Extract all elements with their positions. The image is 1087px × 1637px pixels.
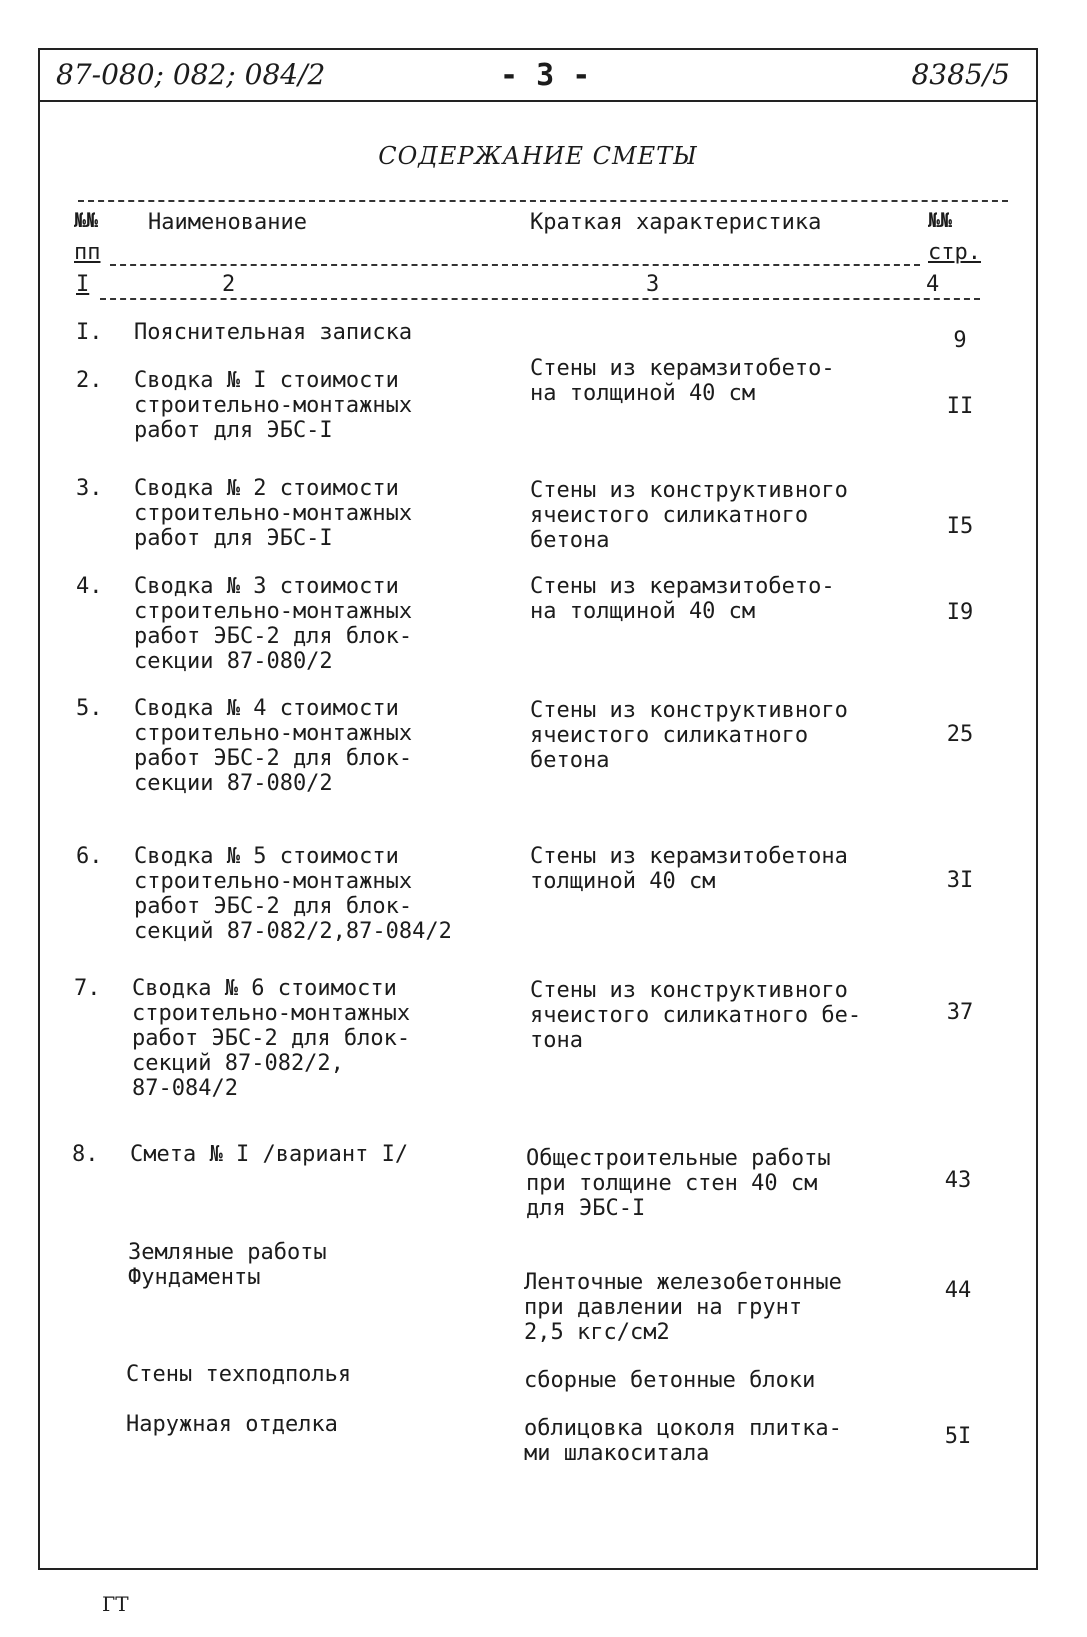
- row-desc: Стены из керамзитобето- на толщиной 40 см: [530, 356, 835, 406]
- col-page-index: 4: [926, 272, 940, 297]
- row-name: Сводка № I стоимости строительно-монтажных работ для ЭБС-I: [134, 368, 413, 443]
- row-number: 6.: [76, 844, 103, 869]
- row-page: II: [946, 394, 974, 419]
- col-num-index: I: [76, 272, 90, 297]
- row-page: 25: [946, 722, 974, 747]
- row-desc: Общестроительные работы при толщине стен 40 см для ЭБС-I: [526, 1146, 831, 1221]
- row-desc: Стены из конструктивного ячеистого силикатного бе- тона: [530, 978, 862, 1053]
- row-desc: Стены из керамзитобетона толщиной 40 см: [530, 844, 848, 894]
- row-number: 7.: [74, 976, 101, 1001]
- row-desc: сборные бетонные блоки: [524, 1368, 816, 1393]
- row-name: Сводка № 3 стоимости строительно-монтажных работ ЭБС-2 для блок- секции 87-080/2: [134, 574, 413, 674]
- col-num-label-2: пп: [74, 240, 101, 265]
- document-code-right: 8385/5: [911, 58, 1010, 91]
- col-desc-index: 3: [646, 272, 660, 297]
- row-page: I9: [946, 600, 974, 625]
- row-page: 43: [944, 1168, 972, 1193]
- row-desc: Стены из конструктивного ячеистого силикатного бетона: [530, 478, 848, 553]
- col-num-label-1: №№: [74, 208, 99, 232]
- row-name: Смета № I /вариант I/: [130, 1142, 409, 1167]
- row-desc: Ленточные железобетонные при давлении на грунт 2,5 кгс/см2: [524, 1270, 842, 1345]
- page-frame: [38, 48, 1038, 1570]
- footer-mark: ГТ: [102, 1592, 129, 1616]
- row-number: 2.: [76, 368, 103, 393]
- col-page-label-2: стр.: [928, 240, 981, 265]
- row-page: 37: [946, 1000, 974, 1025]
- row-name: Земляные работы Фундаменты: [128, 1240, 327, 1290]
- row-page: 3I: [946, 868, 974, 893]
- row-page: 9: [953, 328, 967, 353]
- row-number: 4.: [76, 574, 103, 599]
- row-name: Наружная отделка: [126, 1412, 338, 1437]
- row-desc: облицовка цоколя плитка- ми шлакоситала: [524, 1416, 842, 1466]
- row-name: Сводка № 6 стоимости строительно-монтажных работ ЭБС-2 для блок- секций 87-082/2, 87-084/2: [132, 976, 411, 1101]
- row-name: Пояснительная записка: [134, 320, 413, 345]
- row-name: Стены техподполья: [126, 1362, 352, 1387]
- row-page: I5: [946, 514, 974, 539]
- row-number: 3.: [76, 476, 103, 501]
- row-number: 5.: [76, 696, 103, 721]
- row-page: 5I: [944, 1424, 972, 1449]
- page-number: - 3 -: [500, 58, 591, 93]
- row-page: 44: [944, 1278, 972, 1303]
- col-name-label: Наименование: [148, 210, 307, 235]
- document-title: СОДЕРЖАНИЕ СМЕТЫ: [378, 142, 698, 170]
- row-desc: Стены из керамзитобето- на толщиной 40 см: [530, 574, 835, 624]
- col-page-label-1: №№: [928, 208, 953, 232]
- document-code-left: 87-080; 082; 084/2: [56, 58, 326, 91]
- row-number: I.: [76, 320, 103, 345]
- row-name: Сводка № 4 стоимости строительно-монтажных работ ЭБС-2 для блок- секции 87-080/2: [134, 696, 413, 796]
- col-name-index: 2: [222, 272, 236, 297]
- table-rule-top: [78, 200, 1008, 202]
- row-name: Сводка № 5 стоимости строительно-монтажных работ ЭБС-2 для блок- секций 87-082/2,87-084/2: [134, 844, 452, 944]
- page-header: [40, 50, 1036, 102]
- row-desc: Стены из конструктивного ячеистого силикатного бетона: [530, 698, 848, 773]
- col-desc-label: Краткая характеристика: [530, 210, 822, 235]
- row-number: 8.: [72, 1142, 99, 1167]
- row-name: Сводка № 2 стоимости строительно-монтажных работ для ЭБС-I: [134, 476, 413, 551]
- table-rule-index: [100, 298, 980, 300]
- table-rule-header: [110, 264, 920, 266]
